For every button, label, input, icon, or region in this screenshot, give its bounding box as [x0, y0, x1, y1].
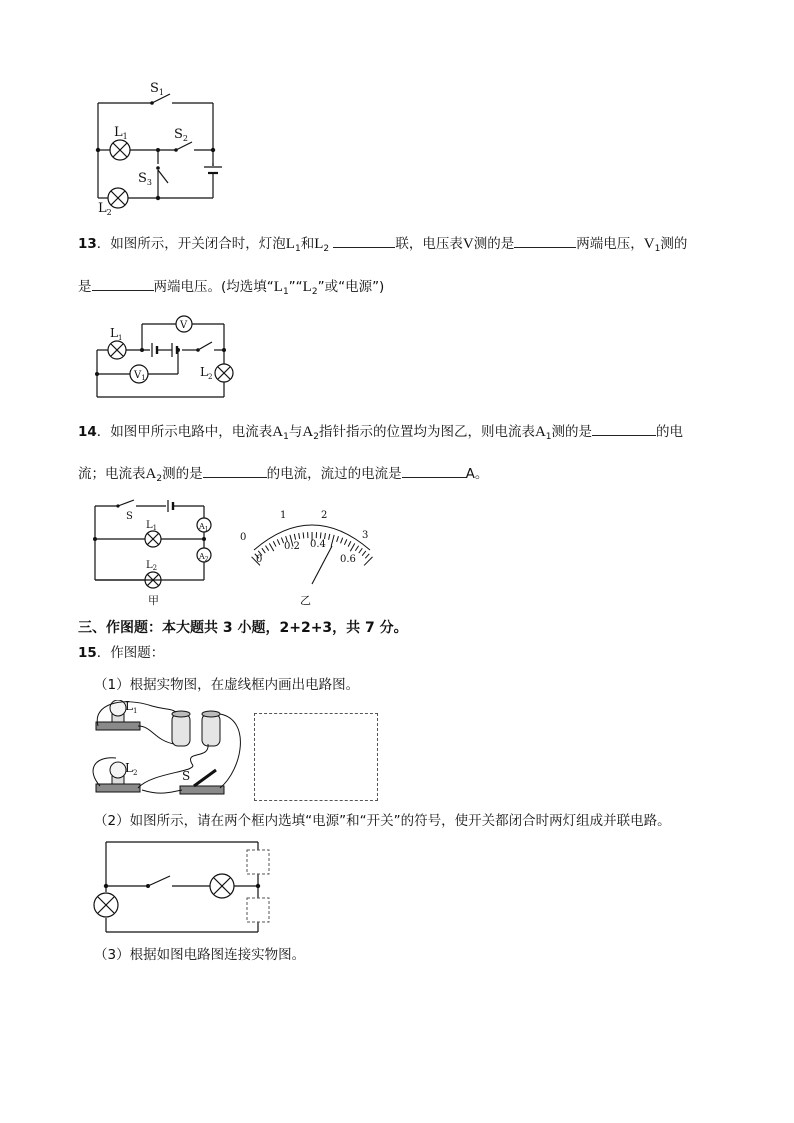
dial-pointer — [312, 546, 332, 584]
q14-blank-3[interactable] — [402, 463, 466, 478]
q13-line1: 13．如图所示，开关闭合时，灯泡$L_1$和$L_2$ 联，电压表V测的是 两端电压，$V_1$测的 — [78, 233, 687, 258]
q13-blank-3[interactable] — [92, 276, 154, 291]
q15-number: 15 — [78, 645, 97, 661]
q14-line2: 流；电流表$A_2$测的是 的电流，流过的电流是 A。 — [78, 463, 488, 488]
dial-tick — [277, 539, 279, 544]
q14-blank-2[interactable] — [203, 463, 267, 478]
dial-tick — [365, 554, 369, 558]
q12-label-l1: $L_1$ — [114, 125, 128, 141]
q15-part3: （3）根据如图电路图连接实物图。 — [94, 947, 306, 963]
q14-jia-s: S — [126, 511, 133, 522]
q14-line1: 14．如图甲所示电路中，电流表$A_1$与$A_2$指针指示的位置均为图乙，则电流表$A_1$测的是 的电 — [78, 421, 683, 446]
q14-jia-a2: $A_2$ — [199, 552, 209, 563]
dial-tick — [355, 546, 358, 551]
dial-tick — [299, 533, 300, 539]
dial-tick — [344, 539, 346, 544]
dial-tick — [359, 548, 363, 553]
dial-tick — [269, 543, 273, 551]
q12-label-l2: $L_2$ — [98, 201, 112, 217]
q15-part1: （1）根据实物图，在虚线框内画出电路图。 — [94, 677, 360, 693]
dial-tick — [320, 532, 321, 538]
q15-answer-dashed-box[interactable] — [254, 713, 378, 801]
q13-number: 13 — [78, 236, 97, 252]
q14-yi-caption: 乙 — [300, 594, 311, 607]
q12-label-s1: $S_1$ — [150, 81, 164, 97]
dial-tick — [303, 532, 304, 538]
q15-part2-box-top[interactable] — [247, 850, 269, 874]
dial-tick — [266, 546, 269, 551]
dial-tick — [329, 534, 330, 540]
section3-title: 三、作图题：本大题共 3 小题，2+2+3，共 7 分。 — [78, 620, 408, 636]
q14-jia-l1: $L_1$ — [146, 520, 158, 532]
q15-fig-l2: $L_2$ — [125, 761, 138, 777]
dial-tick — [341, 538, 343, 544]
q15-part2-circuit-figure — [92, 836, 274, 936]
dial-tick — [294, 534, 295, 540]
dial-tick — [362, 551, 366, 556]
q13-fig-l1: $L_1$ — [110, 326, 123, 342]
q15-title: ．作图题： — [96, 645, 165, 661]
q13-fig-v: V — [180, 320, 188, 331]
dial-inner-1: 0.2 — [284, 541, 300, 552]
q13-blank-1[interactable] — [333, 233, 395, 248]
q13-fig-l2: $L_2$ — [200, 365, 213, 381]
q13-fig-v1: $V_1$ — [134, 370, 146, 382]
q14-jia-a1: $A_1$ — [199, 522, 209, 533]
q15-part2-box-bottom[interactable] — [247, 898, 269, 922]
q15-fig-l1: $L_1$ — [125, 700, 138, 715]
q15-title-line — [78, 644, 164, 662]
q12-circuit-figure — [88, 78, 238, 218]
dial-outer-0: 0 — [240, 532, 247, 543]
q12-label-s3: $S_3$ — [138, 171, 152, 187]
q12-label-s2: $S_2$ — [174, 127, 188, 143]
q14-number: 14 — [78, 424, 97, 440]
dial-inner-2: 0.4 — [310, 539, 326, 550]
dial-inner-3: 0.6 — [340, 554, 356, 565]
dial-outer-3: 3 — [362, 530, 369, 541]
dial-tick — [273, 541, 276, 546]
q15-part2: （2）如图所示，请在两个框内选填“电源”和“开关”的符号，使开关都闭合时两灯组成并联电路。 — [94, 813, 671, 829]
q15-fig-s: S — [182, 769, 191, 783]
dial-tick — [348, 541, 351, 546]
dial-tick — [331, 535, 334, 547]
dial-tick — [350, 543, 354, 551]
q15-part1-physical-figure — [92, 700, 252, 805]
q13-line2: 是 两端电压。(均选填“$L_1”“L_2$”或“电源”) — [78, 276, 384, 301]
dial-inner-0: 0 — [256, 554, 263, 565]
dial-tick — [337, 536, 339, 542]
q14-figure-yi — [232, 500, 382, 612]
q14-jia-caption: 甲 — [148, 594, 159, 607]
q14-blank-1[interactable] — [592, 421, 656, 436]
q14-jia-l2: $L_2$ — [146, 560, 158, 572]
q14-figure-jia — [90, 498, 225, 610]
dial-tick — [262, 548, 266, 553]
q13-blank-2[interactable] — [514, 233, 576, 248]
dial-outer-1: 1 — [280, 510, 287, 521]
q13-circuit-figure — [92, 312, 242, 402]
dial-outer-2: 2 — [321, 510, 328, 521]
